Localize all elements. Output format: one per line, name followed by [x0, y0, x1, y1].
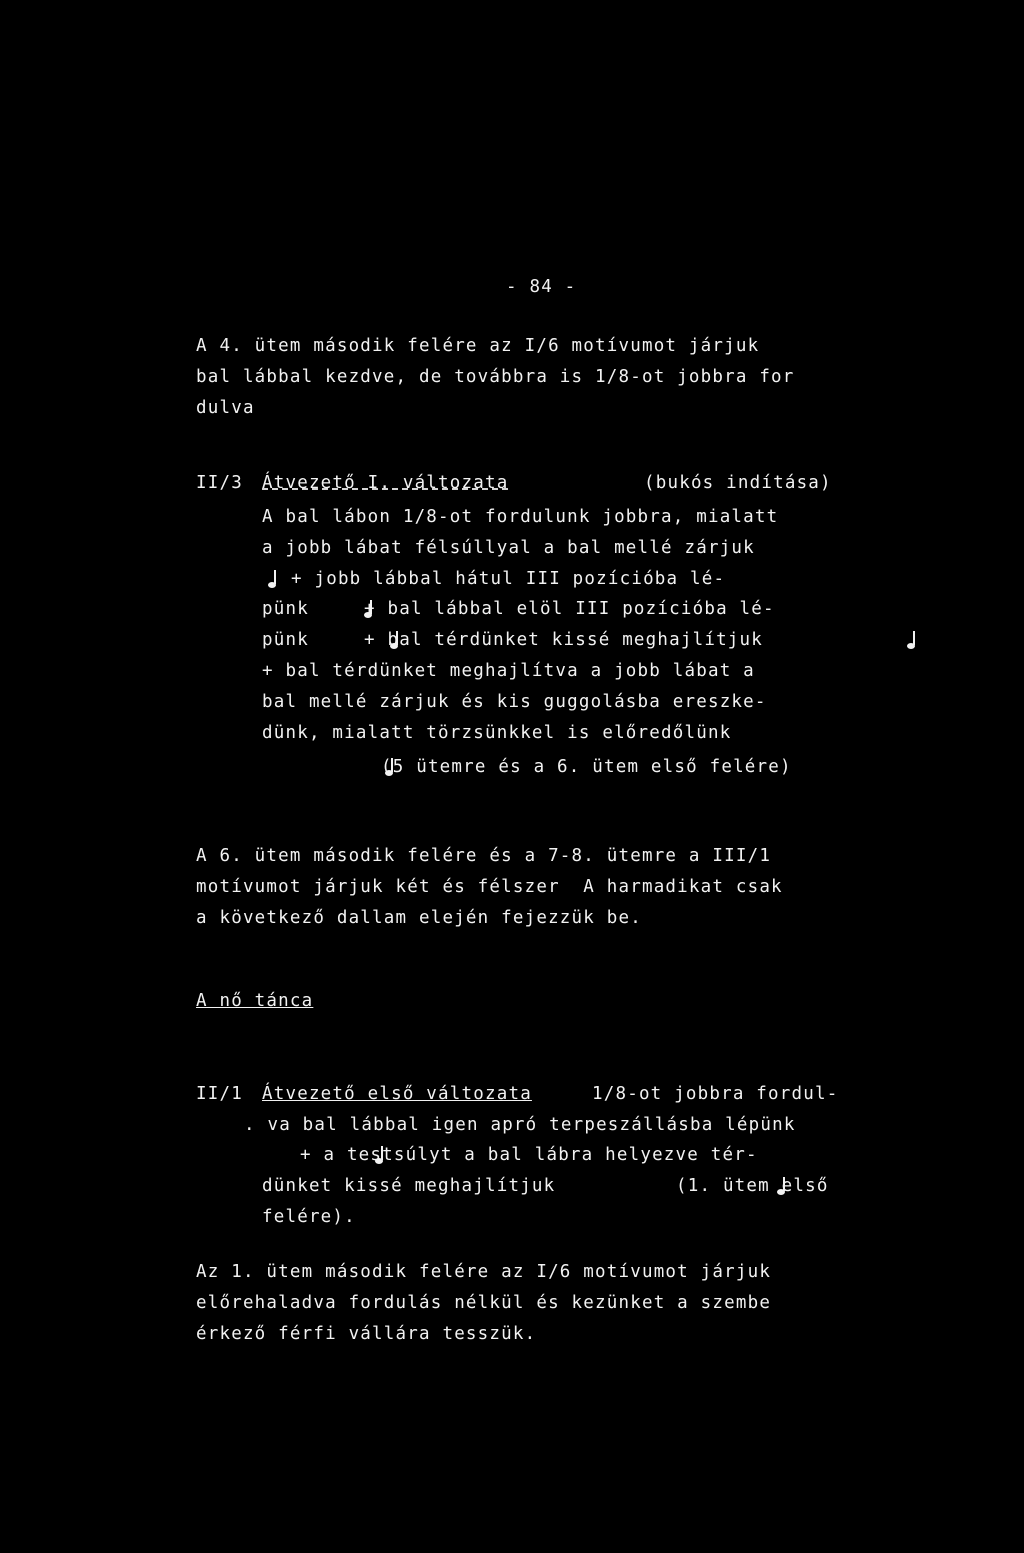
section3-line-3: + a testsúlyt a bal lábra helyezve tér- [300, 1145, 758, 1165]
para2-line-3: a következő dallam elején fejezzük be. [196, 908, 642, 928]
section3-line-1: 1/8-ot jobbra fordul- [592, 1084, 839, 1104]
para1-line-2: bal lábbal kezdve, de továbbra is 1/8-ot jobbra for [196, 367, 795, 387]
section1-line-9: (5 ütemre és a 6. ütem első felére) [381, 757, 792, 777]
section1-line-3: + jobb lábbal hátul III pozícióba lé- [291, 569, 726, 589]
page-number: - 84 - [506, 277, 577, 297]
section1-line-6: + bal térdünket meghajlítva a jobb lábat a [262, 661, 755, 681]
para3-line-2: előrehaladva fordulás nélkül és kezünket a szembe [196, 1293, 772, 1313]
section1-line-1: A bal lábon 1/8-ot fordulunk jobbra, mialatt [262, 507, 779, 527]
section3-line-6: felére). [262, 1207, 356, 1227]
section3-label: II/1 [196, 1084, 243, 1104]
section1-label: II/3 [196, 473, 243, 493]
section3-heading: Átvezető első változata [262, 1084, 532, 1104]
section3-line-5: (1. ütem első [676, 1176, 829, 1196]
quarter-note-icon [266, 568, 280, 590]
para3-line-1: Az 1. ütem második felére az I/6 motívumot járjuk [196, 1262, 772, 1282]
para2-line-1: A 6. ütem második felére és a 7-8. ütemre a III/1 [196, 846, 772, 866]
section1-line-4b: + bal lábbal elöl III pozícióba lé- [364, 599, 775, 619]
para2-line-2: motívumot járjuk két és félszer A harmadikat csak [196, 877, 783, 897]
section1-line-7: bal mellé zárjuk és kis guggolásba ereszke- [262, 692, 767, 712]
quarter-note-icon [905, 629, 919, 651]
section2-title: A nő tánca [196, 991, 314, 1011]
section1-heading: Átvezető I. változata [262, 473, 509, 493]
section1-line-2: a jobb lábat félsúllyal a bal mellé zárjuk [262, 538, 755, 558]
para1-line-1: A 4. ütem második felére az I/6 motívumot járjuk [196, 336, 760, 356]
section1-line-5b: + bal térdünket kissé meghajlítjuk [364, 630, 764, 650]
section1-heading-note: (bukós indítása) [644, 473, 832, 493]
section3-line-2: . va bal lábbal igen apró terpeszállásba lépünk [244, 1115, 796, 1135]
section1-line-8: dünk, mialatt törzsünkkel is előredőlünk [262, 723, 732, 743]
section3-line-4: dünket kissé meghajlítjuk [262, 1176, 556, 1196]
para3-line-3: érkező férfi vállára tesszük. [196, 1324, 537, 1344]
section1-line-5a: pünk [262, 630, 309, 650]
para1-line-3: dulva [196, 398, 255, 418]
section1-line-4a: pünk [262, 599, 309, 619]
